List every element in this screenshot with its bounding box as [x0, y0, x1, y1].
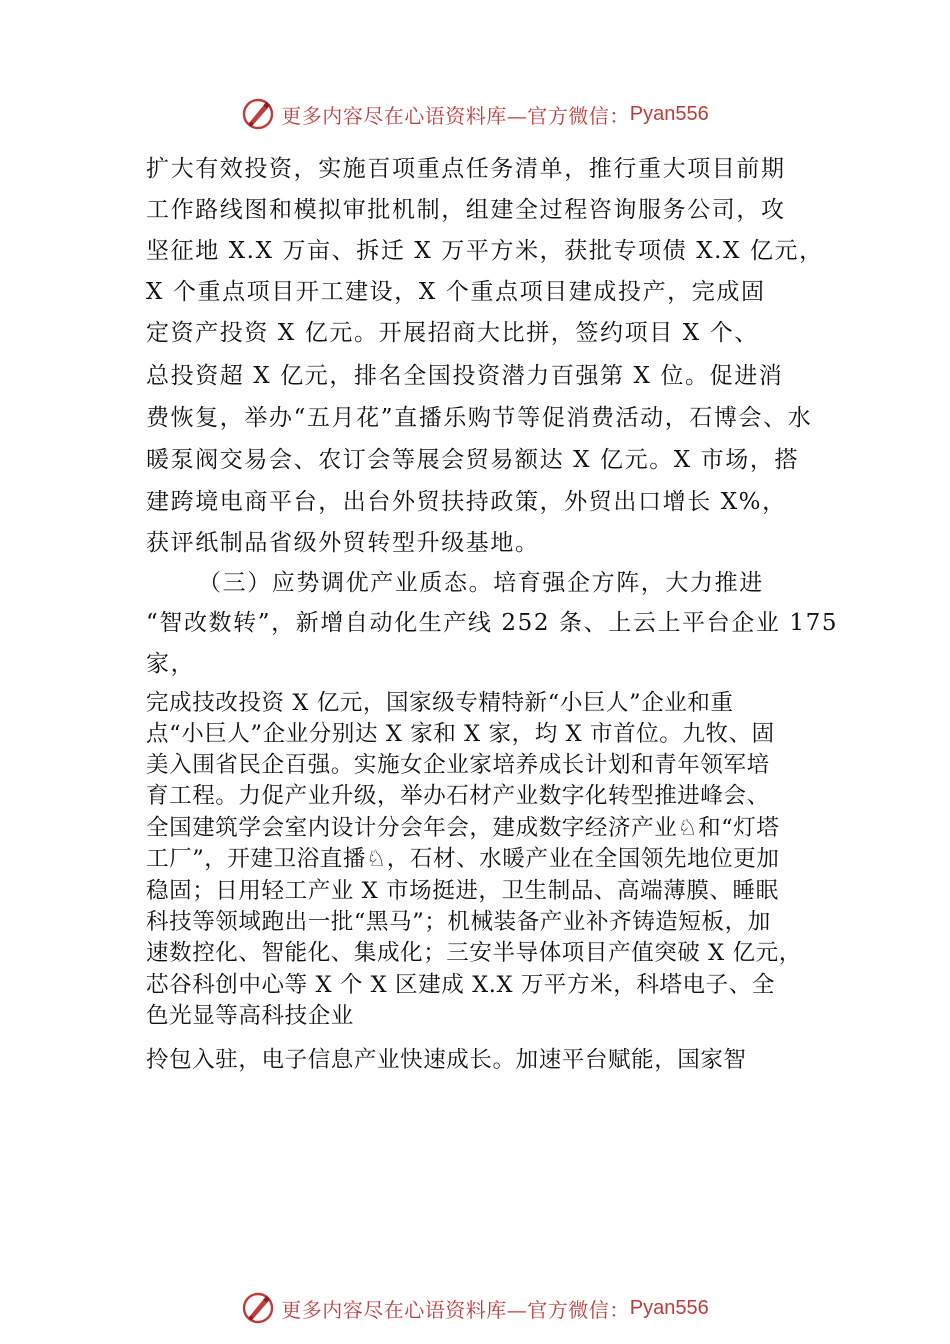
pen-circle-logo-icon [241, 1291, 275, 1325]
body-line: 费恢复，举办“五月花”直播乐购节等促消费活动，石博会、水 [146, 405, 813, 431]
watermark-text: 更多内容尽在心语资料库—官方微信： [281, 1297, 630, 1322]
body-line: 点“小巨人”企业分别达 X 家和 X 家，均 X 市首位。九牧、固 [146, 721, 775, 747]
watermark-wechat-id: Pyan556 [629, 1296, 709, 1319]
body-line: 稳固；日用轻工产业 X 市场挺进，卫生制品、高端薄膜、睡眠 [146, 878, 779, 904]
body-line: “智改数转”，新增自动化生产线 252 条、上云上平台企业 175 [146, 610, 839, 636]
watermark-wechat-id: Pyan556 [629, 102, 709, 125]
body-line: 芯谷科创中心等 X 个 X 区建成 X.X 万平方米，科塔电子、全 [146, 972, 775, 998]
body-line: 科技等领域跑出一批“黑马”；机械装备产业补齐铸造短板，加 [146, 909, 771, 935]
section-heading: （三）应势调优产业质态。培育强企方阵，大力推进 [198, 570, 764, 596]
body-line: 全国建筑学会室内设计分会年会，建成数字经济产业♘和“灯塔 [146, 815, 780, 841]
body-line: 拎包入驻，电子信息产业快速成长。加速平台赋能，国家智 [146, 1047, 747, 1073]
body-line: 育工程。力促产业升级，举办石材产业数字化转型推进峰会、 [146, 783, 770, 809]
body-line: 扩大有效投资，实施百项重点任务清单，推行重大项目前期 [146, 156, 786, 182]
body-line: 工厂”，开建卫浴直播♘，石材、水暖产业在全国领先地位更加 [146, 846, 780, 872]
body-line: 总投资超 X 亿元，排名全国投资潜力百强第 X 位。促进消 [146, 363, 784, 389]
body-line: 建跨境电商平台，出台外贸扶持政策，外贸出口增长 X%， [146, 489, 787, 515]
body-line: 完成技改投资 X 亿元，国家级专精特新“小巨人”企业和重 [146, 690, 734, 716]
body-line: 暖泵阀交易会、农订会等展会贸易额达 X 亿元。X 市场，搭 [146, 447, 800, 473]
header-watermark [0, 94, 950, 134]
watermark-text: 更多内容尽在心语资料库—官方微信： [281, 103, 630, 128]
body-line: 家， [146, 651, 196, 677]
footer-watermark [0, 1288, 950, 1328]
body-line: 色光显等高科技企业 [146, 1003, 354, 1029]
body-line: 速数控化、智能化、集成化；三安半导体项目产值突破 X 亿元， [146, 940, 802, 966]
body-line: 美入围省民企百强。实施女企业家培养成长计划和青年领军培 [146, 752, 770, 778]
pen-circle-logo-icon [241, 97, 275, 131]
body-line: 获评纸制品省级外贸转型升级基地。 [146, 530, 540, 556]
body-line: 坚征地 X.X 万亩、拆迁 X 万平方米，获批专项债 X.X 亿元， [146, 238, 824, 264]
body-line: 定资产投资 X 亿元。开展招商大比拼，签约项目 X 个、 [146, 320, 759, 346]
body-line: 工作路线图和模拟审批机制，组建全过程咨询服务公司，攻 [146, 197, 786, 223]
body-line: X 个重点项目开工建设，X 个重点项目建成投产，完成固 [146, 279, 766, 305]
